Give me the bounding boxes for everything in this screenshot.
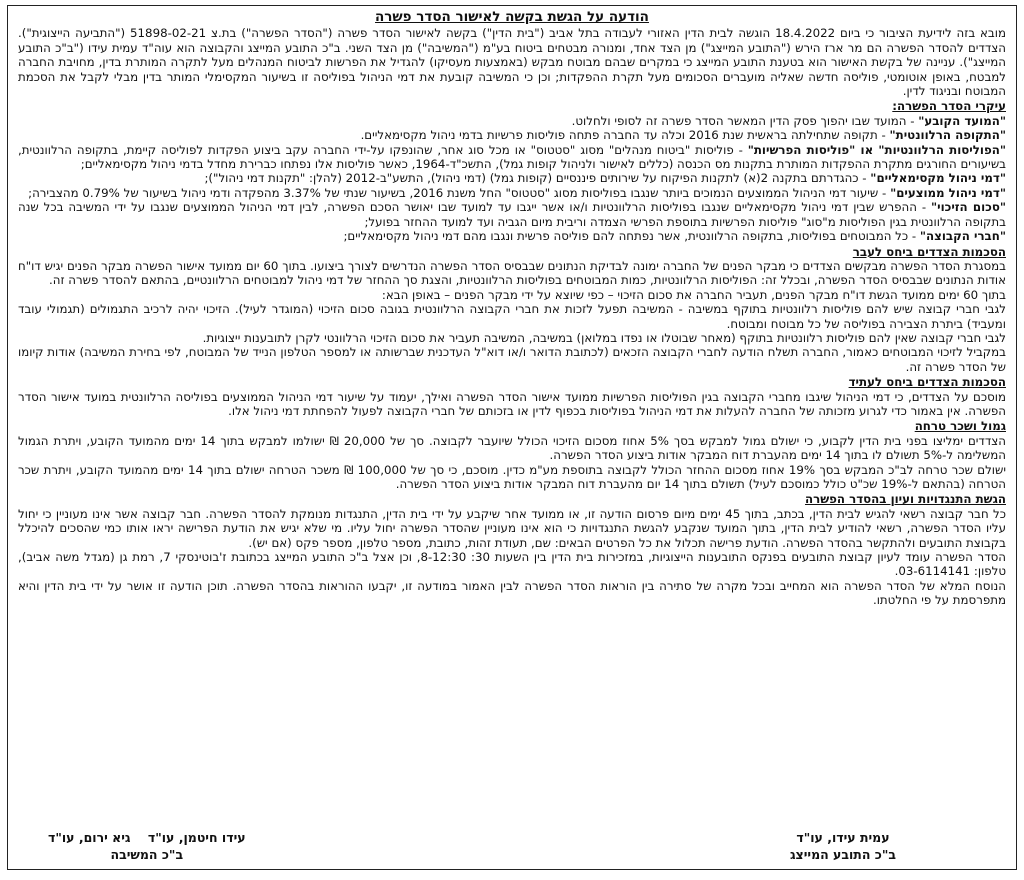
- objections-paragraph: הנוסח המלא של הסדר הפשרה הוא המחייב ובכל מקרה של סתירה בין הוראות הסדר הפשרה לבין האמור במודעה זו, יקבעו ההוראות בהסדר הפשרה. תוכן הודעה זו אושר על ידי בית הדין והיא מתפרסמת על פי החלטתו.: [18, 578, 1006, 608]
- definition-text: - ההפרש שבין דמי ניהול מקסימאליים שנגבו בפוליסות הרלוונטיות ו/או אשר ייגבו עד למועד שבו יאושר הסכם הפשרה, לבין דמי הניהול הממוצעים שנגבו על ידי המשיבה בכל שנה בתקופה הרלוונטית בגין הפוליסות מ"סוג" פוליסות הפרשיות בתוספת הפרשי הצמדה וריבית מיום הגביה ועד למועד ההחזר בפועל;: [18, 200, 1006, 229]
- past-paragraph: בתוך 60 ימים ממועד הגשת דו"ח מבקר הפנים, תעביר החברה את סכום הזיכוי – כפי שיוצא על ידי מבקר הפנים – באופן הבא:: [381, 287, 1006, 302]
- definition-item: [18, 143, 1006, 172]
- definition-item: [18, 128, 1006, 142]
- main-points-heading: עיקרי הסדר הפשרה:: [892, 99, 1006, 114]
- definition-item: [18, 114, 1006, 128]
- past-paragraph: במקביל לזיכוי המבוטחים כאמור, החברה תשלח הודעה לחברי הקבוצה הזכאים (לכתובת הדואר ו/או דוא"ל העדכנית שברשותה או למספר הטלפון הנייד של המבוטח, לפי בחירת המשיבה) אודות קיומו של הסדר פשרה זה.: [18, 345, 1006, 374]
- definition-term: "חברי הקבוצה": [919, 229, 1006, 244]
- past-paragraph: לגבי חברי קבוצה שאין להם פוליסות רלוונטיות בתוקף (מאחר שבוטלו או נפדו במלואן) במשיבה, המשיבה תעביר את סכום הזיכוי הרלוונטי לקרן לתובענות ייצוגיות.: [202, 330, 1006, 345]
- intro-paragraph: מובא בזה לידיעת הציבור כי ביום 18.4.2022 הוגשה לבית הדין האזורי לעבודה בתל אביב ("בית הדין") בקשה לאישור הסדר פשרה ("הסדר הפשרה") בת.צ 51898-02-21 ("התביעה הייצוגית"). הצדדים להסדר הפשרה הם מר ארז הירש ("התובע המייצג") מן הצד אחד, ומנורה מבטחים ביטוח בע"מ ("המשיבה") מן הצד השני. ב"כ התובע המייצג והקבוצה הוא עוה"ד עמית עידו ("ב"כ התובע המייצג"). עניינה של בקשת האישור הוא בטענת התובע המייצג כי במקרים שבהם מבוטח מבקש (באמצעות מעסיקו) להגדיל את הפרשות לביטוח המנהלים מעל לתקרה המותרת בדין, מחויבת החברה למבטח, באופן אוטומטי, פוליסה חדשה שאליה מועברים הסכומים מעל תקרת ההפקדות; וכן כי המשיבה קובעת את דמי הניהול בפוליסה זו בשיעור המקסימלי המותר בדין מבלי לקבל את הסכמת המבוטח ובניגוד לדין.: [18, 26, 1006, 99]
- respondent-attorney-names: עידו חיטמן, עו"ד גיא ירום, עו"ד: [48, 830, 246, 845]
- definition-item: [18, 200, 1006, 229]
- objections-paragraph: כל חבר קבוצה רשאי להגיש לבית הדין, בכתב, בתוך 45 ימים מיום פרסום הודעה זו, או ממועד אחר שיקבע על ידי בית הדין, התנגדות מנומקת להסדר הפשרה. חבר קבוצה אשר אינו מעוניין כי יחול עליו הסדר הפשרה, רשאי להודיע לבית הדין, בתוך המועד שנקבע להגשת התנגדויות כי הוא אינו מעוניין שהסדר הפשרה יחול עליו. מי שלא יגיש את הודעת הפרישה יראו אותו כמי שהסכים להיכלל בקבוצת התובעים ולהתקשר בהסדר הפשרה. הודעת פרישה תכלול את כל הפרטים הבאים: שם, תעודת זהות, כתובת, מספר טלפון, מספר פקס (אם יש).: [18, 506, 1006, 550]
- definition-text: - כהגדרתם בתקנה 2(א) לתקנות הפיקוח על שירותים פיננסיים (קופות גמל) (דמי ניהול), התשע"ב-2012 (להלן: "תקנות דמי ניהול");: [204, 171, 871, 186]
- respondent-signature: [48, 829, 246, 863]
- fees-paragraph: הצדדים ימליצו בפני בית הדין לקבוע, כי ישולם גמול למבקש בסך 5% אחוז מסכום הזיכוי הכולל שיועבר לקבוצה. סך של 20,000 ₪ ישולמו למבקש בתוך 14 ימים מהמועד הקובע, ויתרת הגמול המשלימה ל-5% תשולם לו בתוך 14 ימים מהעברת דוח המבקר אודות ביצוע הסדר הפשרה.: [18, 433, 1007, 463]
- signatures: [8, 829, 1016, 863]
- future-paragraph: מוסכם על הצדדים, כי דמי הניהול שיגבו מחברי הקבוצה בגין הפוליסות הפרשיות ממועד אישור הסדר הפשרה ואילך, יעמוד על שיעור דמי הניהול הממוצעים בפוליסה הרלוונטית במועד אישור הסדר הפשרה. אין באמור כדי לגרוע מזכותה של החברה להעלות את דמי הניהול בפוליסות בכפוף לדין או בזכותם של חברי הקבוצה לפעול להפחתת דמי ניהול אלו.: [18, 389, 1006, 418]
- definition-term: "הפוליסות הרלוונטיות" או "פוליסות הפרשיות": [747, 142, 1006, 157]
- plaintiff-attorney-name: עמית עידו, עו"ד: [796, 830, 890, 845]
- definition-term: "דמי ניהול מקסימאליים": [870, 171, 1006, 186]
- definition-term: "המועד הקובע": [918, 113, 1006, 128]
- definition-text: - המועד שבו יהפוך פסק הדין המאשר הסדר פשרה זה לסופי ולחלוט.: [571, 113, 919, 128]
- past-paragraph: במסגרת הסדר הפשרה מבקשים הצדדים כי מבקר הפנים של החברה ימונה לבדיקת הנתונים שבבסיס הסדר הפשרה הנדרשים לצורך ביצועו. בתוך 60 יום ממועד אישור הפשרה מבקר הפנים יגיש דו"ח אודות הנתונים שבבסיס הסדר הפשרה, ובכלל זה: הפוליסות הרלוונטיות, כמות המבוטחים בפוליסות הרלוונטיות, והצגת סך ההחזר של דמי ניהול למבוטחים הרלוונטיים, בהתאם להסדר פשרה זה.: [18, 258, 1006, 288]
- legal-notice: [7, 5, 1017, 870]
- fees-paragraph: ישולם שכר טרחה לב"כ המבקש בסך 19% אחוז מסכום ההחזר הכולל לקבוצה בתוספת מע"מ כדין. מוסכם, כי סך של 100,000 ₪ משכר הטרחה ישולם בתוך 14 ימים מהמועד הקובע, ויתרת שכר הטרחה (בהתאם ל-19% שכ"ט כולל כמוסכם לעיל) תשולם בתוך 14 יום מהעברת דוח המבקר אודות ביצוע הסדר הפשרה.: [18, 462, 1006, 491]
- definition-item: [18, 186, 1006, 200]
- past-paragraph: לגבי חברי קבוצה שיש להם פוליסות רלוונטיות בתוקף במשיבה - המשיבה תפעל לזכות את חברי הקבוצה הרלוונטית בגובה סכום הזיכוי (המוגדר לעיל). הזיכוי יהיה לרכיב התגמולים (תגמולי עובד ומעביד) ביתרת הצבירה בפוליסה של כל מבוטח ומבוטח.: [18, 302, 1006, 331]
- past-heading: הסכמות הצדדים ביחס לעבר: [852, 244, 1006, 259]
- definition-item: [18, 229, 1006, 243]
- definition-text: - פוליסות "ביטוח מנהלים" מסוג "סטטוס" או מכל סוג אחר, שהונפקו על-ידי החברה עקב ביצוע הפקדות לפוליסה קיימת, בתקופה הרלוונטית, בשיעורים החורגים מתקרת ההפקדות המותרת בתקנות מס הכנסה (כללים לאישור ולניהול קופות גמל), התשכ"ד-1964, כאשר פוליסות אלו נפתחו כברירת מחדל בדמי ניהול מקסימאליים;: [18, 142, 1006, 172]
- fees-heading: גמול ושכר טרחה: [914, 419, 1006, 434]
- notice-title: הודעה על הגשת בקשה לאישור הסדר פשרה: [375, 9, 649, 25]
- definition-term: "סכום הזיכוי": [930, 200, 1006, 215]
- respondent-attorney-role: ב"כ המשיבה: [110, 847, 184, 862]
- definition-term: "דמי ניהול ממוצעים": [890, 185, 1006, 200]
- future-heading: הסכמות הצדדים ביחס לעתיד: [848, 375, 1006, 390]
- definition-text: - שיעור דמי הניהול הממוצעים הנמוכים ביותר שנגבו בפוליסות מסוג "סטטוס" החל משנת 2016, בשיעור שנתי של 3.37% מהפקדה ודמי ניהול בשיעור של 0.79% מהצבירה;: [28, 185, 891, 200]
- definition-text: - כל המבוטחים בפוליסות, בתקופה הרלוונטית, אשר נפתחה להם פוליסה פרשית ונגבו מהם דמי ניהול מקסימאליים;: [343, 229, 920, 244]
- objections-paragraph: הסדר הפשרה עומד לעיון קבוצת התובעים בפנקס התובענות הייצוגיות, במזכירות בית הדין בין השעות 30: 8-12:30, וכן אצל ב"כ התובע המייצג בכתובת ז'בוטינסקי 7, רמת גן (מגדל משה אביב), טלפון: 03-6114141.: [18, 550, 1006, 579]
- objections-heading: הגשת התנגדויות ועיון בהסדר הפשרה: [804, 492, 1006, 507]
- plaintiff-signature: [790, 829, 896, 863]
- definition-term: "התקופה הרלוונטית": [889, 128, 1006, 143]
- definition-text: - תקופה שתחילתה בראשית שנת 2016 וכלה עד החברה פתחה פוליסות פרשיות בדמי ניהול מקסימאליים.: [360, 128, 890, 143]
- plaintiff-attorney-role: ב"כ התובע המייצג: [789, 847, 896, 862]
- definition-item: [18, 171, 1006, 185]
